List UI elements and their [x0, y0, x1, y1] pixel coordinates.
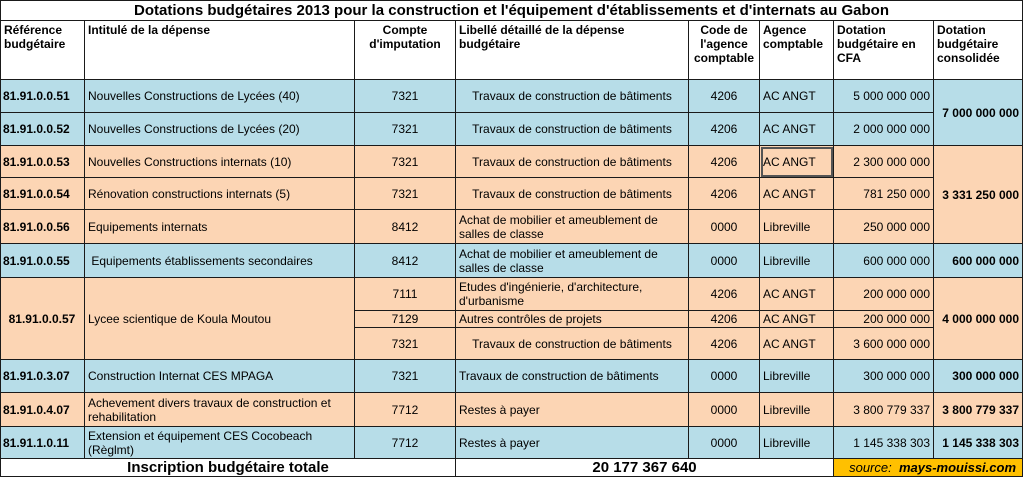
cell-agence[interactable]: AC ANGT — [760, 311, 834, 328]
cell-intitule[interactable]: Lycee scientique de Koula Moutou — [85, 278, 355, 360]
cell-agence[interactable]: Libreville — [760, 393, 834, 427]
header-libelle[interactable]: Libellé détaillé de la dépense budgétaire — [456, 21, 689, 80]
table-row — [1, 80, 1023, 113]
cell-compte[interactable]: 7321 — [355, 80, 456, 113]
cell-agence-selected[interactable]: AC ANGT — [760, 146, 834, 178]
header-dotation[interactable]: Dotation budgétaire en CFA — [834, 21, 934, 80]
cell-agence[interactable]: Libreville — [760, 210, 834, 244]
cell-code[interactable]: 4206 — [689, 80, 760, 113]
table-row — [1, 427, 1023, 459]
cell-dotation[interactable]: 781 250 000 — [834, 178, 934, 210]
table-title[interactable]: Dotations budgétaires 2013 pour la construction et l'équipement d'établissements et d'internats au Gabon — [1, 1, 1023, 21]
cell-code[interactable]: 4206 — [689, 178, 760, 210]
cell-intitule[interactable]: Nouvelles Constructions de Lycées (20) — [85, 113, 355, 146]
source-label: source: — [849, 459, 892, 475]
cell-code[interactable]: 4206 — [689, 113, 760, 146]
cell-ref[interactable]: 81.91.0.0.53 — [1, 146, 85, 178]
cell-code[interactable]: 0000 — [689, 244, 760, 278]
total-value[interactable]: 20 177 367 640 — [456, 459, 834, 477]
cell-compte[interactable]: 7321 — [355, 146, 456, 178]
header-intitule[interactable]: Intitulé de la dépense — [85, 21, 355, 80]
cell-consolidee[interactable]: 4 000 000 000 — [934, 278, 1023, 360]
cell-ref[interactable]: 81.91.0.0.54 — [1, 178, 85, 210]
cell-agence[interactable]: Libreville — [760, 360, 834, 393]
table-row — [1, 278, 1023, 311]
cell-code[interactable]: 0000 — [689, 427, 760, 459]
cell-ref[interactable]: 81.91.0.0.57 — [1, 278, 85, 360]
cell-compte[interactable]: 7321 — [355, 113, 456, 146]
cell-libelle[interactable]: Restes à payer — [456, 393, 689, 427]
cell-code[interactable]: 0000 — [689, 210, 760, 244]
cell-consolidee[interactable]: 600 000 000 — [934, 244, 1023, 278]
table-row — [1, 244, 1023, 278]
cell-agence[interactable]: Libreville — [760, 427, 834, 459]
header-compte[interactable]: Compte d'imputation — [355, 21, 456, 80]
cell-intitule[interactable]: Rénovation constructions internats (5) — [85, 178, 355, 210]
cell-code[interactable]: 0000 — [689, 393, 760, 427]
cell-agence[interactable]: AC ANGT — [760, 278, 834, 311]
cell-intitule[interactable]: Equipements internats — [85, 210, 355, 244]
cell-intitule[interactable]: Nouvelles Constructions internats (10) — [85, 146, 355, 178]
cell-libelle[interactable]: Travaux de construction de bâtiments — [456, 178, 689, 210]
cell-dotation[interactable]: 250 000 000 — [834, 210, 934, 244]
table-row — [1, 393, 1023, 427]
cell-agence[interactable]: AC ANGT — [760, 178, 834, 210]
cell-consolidee[interactable]: 3 331 250 000 — [934, 146, 1023, 244]
cell-consolidee[interactable]: 300 000 000 — [934, 360, 1023, 393]
cell-agence[interactable]: AC ANGT — [760, 113, 834, 146]
table-row — [1, 210, 1023, 244]
header-agence[interactable]: Agence comptable — [760, 21, 834, 80]
cell-code[interactable]: 4206 — [689, 146, 760, 178]
cell-consolidee[interactable]: 1 145 338 303 — [934, 427, 1023, 459]
cell-compte[interactable]: 7321 — [355, 178, 456, 210]
cell-intitule[interactable]: Extension et équipement CES Cocobeach (Règlmt) — [85, 427, 355, 459]
cell-dotation[interactable]: 1 145 338 303 — [834, 427, 934, 459]
cell-ref[interactable]: 81.91.0.3.07 — [1, 360, 85, 393]
cell-dotation[interactable]: 3 800 779 337 — [834, 393, 934, 427]
cell-agence[interactable]: AC ANGT — [760, 328, 834, 360]
table-row — [1, 113, 1023, 146]
header-consolidee[interactable]: Dotation budgétaire consolidée — [934, 21, 1023, 80]
table-row — [1, 360, 1023, 393]
cell-ref[interactable]: 81.91.1.0.11 — [1, 427, 85, 459]
cell-dotation[interactable]: 2 300 000 000 — [834, 146, 934, 178]
cell-compte[interactable]: 7712 — [355, 427, 456, 459]
cell-libelle[interactable]: Achat de mobilier et ameublement de salles de classe — [456, 244, 689, 278]
source-site: mays-mouissi.com — [898, 459, 1017, 475]
cell-ref[interactable]: 81.91.0.4.07 — [1, 393, 85, 427]
cell-dotation[interactable]: 300 000 000 — [834, 360, 934, 393]
cell-libelle[interactable]: Travaux de construction de bâtiments — [456, 113, 689, 146]
cell-code[interactable]: 0000 — [689, 360, 760, 393]
header-ref[interactable]: Référence budgétaire — [1, 21, 85, 80]
cell-agence[interactable]: AC ANGT — [760, 80, 834, 113]
cell-intitule[interactable]: Achevement divers travaux de construction et rehabilitation — [85, 393, 355, 427]
cell-compte[interactable]: 8412 — [355, 210, 456, 244]
cell-libelle[interactable]: Restes à payer — [456, 427, 689, 459]
cell-intitule[interactable]: Construction Internat CES MPAGA — [85, 360, 355, 393]
cell-code[interactable]: 4206 — [689, 311, 760, 328]
title-row — [1, 1, 1023, 21]
cell-compte[interactable]: 7129 — [355, 311, 456, 328]
cell-compte[interactable]: 7321 — [355, 328, 456, 360]
cell-libelle[interactable]: Etudes d'ingénierie, d'architecture, d'urbanisme — [456, 278, 689, 311]
total-label[interactable]: Inscription budgétaire totale — [1, 459, 456, 477]
cell-dotation[interactable]: 200 000 000 — [834, 311, 934, 328]
cell-compte[interactable]: 7321 — [355, 360, 456, 393]
footer-row — [1, 459, 1023, 477]
cell-dotation[interactable]: 600 000 000 — [834, 244, 934, 278]
table-row — [1, 146, 1023, 178]
cell-ref[interactable]: 81.91.0.0.52 — [1, 113, 85, 146]
cell-ref[interactable]: 81.91.0.0.56 — [1, 210, 85, 244]
cell-libelle[interactable]: Achat de mobilier et ameublement de salles de classe — [456, 210, 689, 244]
header-code[interactable]: Code de l'agence comptable — [689, 21, 760, 80]
cell-libelle[interactable]: Travaux de construction de bâtiments — [456, 360, 689, 393]
cell-dotation[interactable]: 3 600 000 000 — [834, 328, 934, 360]
cell-intitule[interactable]: Nouvelles Constructions de Lycées (40) — [85, 80, 355, 113]
cell-consolidee[interactable]: 3 800 779 337 — [934, 393, 1023, 427]
header-row — [1, 21, 1023, 80]
cell-dotation[interactable]: 5 000 000 000 — [834, 80, 934, 113]
cell-code[interactable]: 4206 — [689, 278, 760, 311]
cell-consolidee[interactable]: 7 000 000 000 — [934, 80, 1023, 146]
cell-compte[interactable]: 8412 — [355, 244, 456, 278]
cell-intitule[interactable]: Equipements établissements secondaires — [85, 244, 355, 278]
cell-compte[interactable]: 7111 — [355, 278, 456, 311]
cell-ref[interactable]: 81.91.0.0.55 — [1, 244, 85, 278]
cell-libelle[interactable]: Autres contrôles de projets — [456, 311, 689, 328]
cell-libelle[interactable]: Travaux de construction de bâtiments — [456, 328, 689, 360]
cell-code[interactable]: 4206 — [689, 328, 760, 360]
cell-libelle[interactable]: Travaux de construction de bâtiments — [456, 146, 689, 178]
table-row — [1, 178, 1023, 210]
cell-agence[interactable]: Libreville — [760, 244, 834, 278]
cell-dotation[interactable]: 200 000 000 — [834, 278, 934, 311]
cell-libelle[interactable]: Travaux de construction de bâtiments — [456, 80, 689, 113]
cell-dotation[interactable]: 2 000 000 000 — [834, 113, 934, 146]
cell-compte[interactable]: 7712 — [355, 393, 456, 427]
source-cell[interactable] — [834, 459, 1023, 477]
cell-ref[interactable]: 81.91.0.0.51 — [1, 80, 85, 113]
